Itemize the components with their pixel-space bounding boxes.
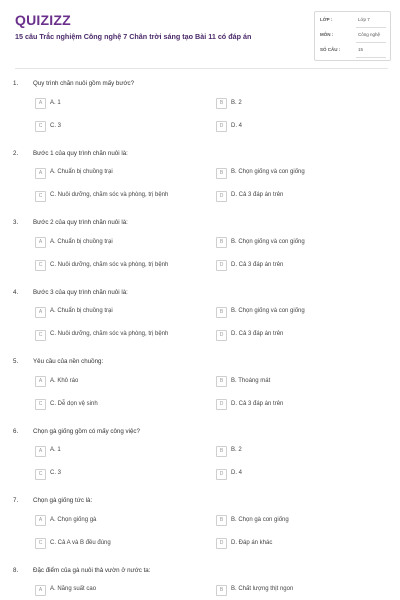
answer-option-c[interactable] — [35, 260, 185, 273]
question-number: 7. — [13, 497, 19, 504]
question-text: Chọn gà giống gồm có mấy công việc? — [33, 427, 140, 435]
option-text: D. 4 — [231, 470, 243, 476]
question-number: 2. — [13, 149, 19, 157]
question-text: Bước 2 của quy trình chăn nuôi là: — [33, 219, 128, 226]
answer-option-b[interactable] — [216, 98, 366, 111]
option-letter-box: A — [35, 98, 46, 109]
option-text: A. Chuẩn bị chuồng trại — [50, 169, 113, 175]
answer-option-d[interactable] — [216, 260, 366, 273]
answer-option-a[interactable] — [35, 515, 185, 528]
option-letter-box: D — [216, 469, 227, 480]
question-text: Quy trình chăn nuôi gồm mấy bước? — [33, 80, 135, 87]
option-letter-box: D — [216, 260, 227, 271]
meta-value: Công nghệ — [358, 32, 381, 37]
meta-row-grade — [320, 14, 386, 28]
question-text: Bước 1 của quy trình chăn nuôi là: — [33, 149, 128, 157]
option-text: B. 2 — [231, 99, 242, 106]
option-letter-box: C — [35, 191, 46, 202]
option-text: D. Cả 3 đáp án trên — [231, 331, 284, 337]
answer-option-b[interactable] — [216, 585, 366, 598]
option-letter-box: A — [35, 307, 46, 318]
question-number: 3. — [13, 219, 19, 226]
meta-underline — [356, 57, 386, 58]
question-text: Bước 3 của quy trình chăn nuôi là: — [33, 288, 128, 296]
answer-option-d[interactable] — [216, 191, 366, 204]
option-text: B. Chọn gà con giống — [231, 516, 289, 523]
answer-option-c[interactable] — [35, 191, 185, 204]
meta-row-subject — [320, 29, 386, 43]
answer-option-a[interactable] — [35, 585, 185, 598]
option-letter-box: D — [216, 538, 227, 549]
option-letter-box: C — [35, 260, 46, 271]
option-text: C. Dễ dọn vệ sinh — [50, 400, 98, 407]
question-item — [0, 287, 400, 357]
header-divider — [15, 68, 388, 69]
meta-label: LỚP : — [320, 17, 333, 22]
answer-option-c[interactable] — [35, 399, 185, 412]
option-text: B. Thoáng mát — [231, 377, 271, 384]
option-letter-box: B — [216, 446, 227, 457]
answer-option-b[interactable] — [216, 515, 366, 528]
answer-option-a[interactable] — [35, 376, 185, 389]
option-text: A. Chuẩn bị chuồng trại — [50, 308, 113, 314]
option-text: B. Chọn giống và con giống — [231, 238, 305, 245]
option-letter-box: B — [216, 515, 227, 526]
question-number: 5. — [13, 358, 19, 365]
answer-option-b[interactable] — [216, 237, 366, 250]
question-text: Yêu cầu của nền chuồng: — [33, 358, 104, 365]
option-letter-box: C — [35, 538, 46, 549]
option-letter-box: B — [216, 307, 227, 318]
answer-option-a[interactable] — [35, 98, 185, 111]
option-text: B. Chất lượng thịt ngon — [231, 586, 294, 592]
option-letter-box: C — [35, 330, 46, 341]
answer-option-a[interactable] — [35, 237, 185, 250]
answer-option-a[interactable] — [35, 307, 185, 320]
option-text: D. Cả 3 đáp án trên — [231, 400, 284, 407]
quizizz-logo: QUIZIZZ — [15, 12, 71, 28]
answer-option-c[interactable] — [35, 538, 185, 551]
option-text: D. 4 — [231, 122, 243, 129]
answer-option-d[interactable] — [216, 330, 366, 343]
question-item — [0, 217, 400, 287]
option-letter-box: A — [35, 376, 46, 387]
meta-label: MÔN : — [320, 32, 334, 37]
answer-option-b[interactable] — [216, 307, 366, 320]
option-text: D. Cả 3 đáp án trên — [231, 261, 284, 268]
worksheet-header — [0, 0, 400, 72]
question-text: Đặc điểm của gà nuôi thả vườn ở nước ta: — [33, 566, 151, 574]
question-item — [0, 495, 400, 565]
meta-value: 15 — [358, 47, 364, 52]
option-letter-box: C — [35, 121, 46, 132]
option-text: C. Nuôi dưỡng, chăm sóc và phòng, trị bệnh — [50, 331, 169, 337]
question-text: Chọn gà giống tức là: — [33, 497, 93, 504]
option-text: B. Chọn giống và con giống — [231, 169, 305, 175]
answer-option-b[interactable] — [216, 446, 366, 459]
question-number: 4. — [13, 288, 19, 296]
option-letter-box: A — [35, 446, 46, 457]
answer-option-d[interactable] — [216, 399, 366, 412]
answer-option-b[interactable] — [216, 168, 366, 181]
option-letter-box: B — [216, 376, 227, 387]
answer-option-d[interactable] — [216, 121, 366, 134]
option-text: C. Nuôi dưỡng, chăm sóc và phòng, trị bệnh — [50, 261, 169, 268]
option-letter-box: B — [216, 585, 227, 596]
meta-value: Lớp 7 — [358, 17, 370, 22]
option-letter-box: A — [35, 168, 46, 179]
answer-option-c[interactable] — [35, 330, 185, 343]
option-letter-box: B — [216, 237, 227, 248]
meta-underline — [356, 42, 386, 43]
option-letter-box: D — [216, 121, 227, 132]
option-text: A. 1 — [50, 99, 61, 106]
answer-option-c[interactable] — [35, 469, 185, 482]
option-text: D. Cả 3 đáp án trên — [231, 192, 284, 198]
option-text: C. 3 — [50, 470, 62, 476]
option-letter-box: D — [216, 191, 227, 202]
question-list — [0, 78, 400, 600]
question-item — [0, 78, 400, 148]
option-letter-box: A — [35, 237, 46, 248]
option-text: C. 3 — [50, 122, 62, 129]
option-text: A. 1 — [50, 447, 61, 453]
answer-option-d[interactable] — [216, 469, 366, 482]
question-number: 8. — [13, 566, 19, 574]
question-item — [0, 356, 400, 426]
option-text: A. Chọn giống gà — [50, 516, 97, 523]
meta-row-count — [320, 44, 386, 58]
option-text: B. 2 — [231, 447, 242, 453]
option-letter-box: C — [35, 469, 46, 480]
meta-underline — [356, 27, 386, 28]
option-text: B. Chọn giống và con giống — [231, 308, 305, 314]
meta-label: SỐ CÂU : — [320, 47, 341, 52]
option-text: D. Đáp án khác — [231, 539, 273, 546]
question-number: 1. — [13, 80, 19, 87]
question-item — [0, 148, 400, 218]
worksheet-title: 15 câu Trắc nghiệm Công nghệ 7 Chân trời sáng tạo Bài 11 có đáp án — [15, 32, 252, 41]
option-letter-box: B — [216, 168, 227, 179]
option-letter-box: B — [216, 98, 227, 109]
option-letter-box: A — [35, 515, 46, 526]
answer-option-b[interactable] — [216, 376, 366, 389]
option-text: A. Năng suất cao — [50, 586, 97, 592]
question-item — [0, 426, 400, 496]
question-number: 6. — [13, 427, 19, 435]
option-text: C. Nuôi dưỡng, chăm sóc và phòng, trị bệnh — [50, 192, 169, 198]
option-text: A. Chuẩn bị chuồng trại — [50, 238, 113, 245]
answer-option-a[interactable] — [35, 446, 185, 459]
option-text: A. Khô ráo — [50, 377, 79, 384]
option-letter-box: C — [35, 399, 46, 410]
option-letter-box: D — [216, 399, 227, 410]
answer-option-d[interactable] — [216, 538, 366, 551]
option-letter-box: D — [216, 330, 227, 341]
worksheet-meta-box — [314, 11, 391, 61]
question-item — [0, 565, 400, 600]
answer-option-a[interactable] — [35, 168, 185, 181]
answer-option-c[interactable] — [35, 121, 185, 134]
option-text: C. Cả A và B đều đúng — [50, 539, 111, 546]
option-letter-box: A — [35, 585, 46, 596]
